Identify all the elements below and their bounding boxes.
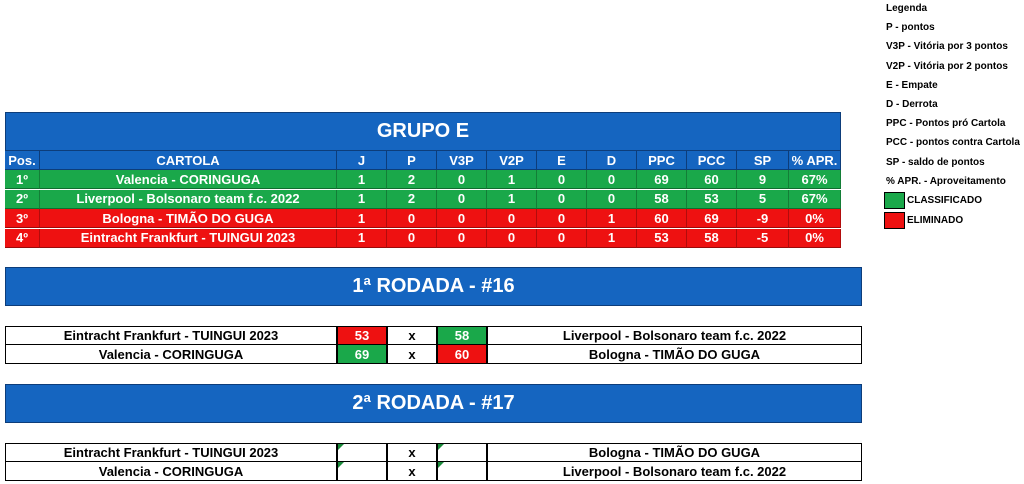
standing-pos: 2º — [5, 190, 40, 209]
header-apr: % APR. — [789, 151, 841, 170]
group-title: GRUPO E — [5, 112, 841, 151]
standing-cartola: Eintracht Frankfurt - TUINGUI 2023 — [40, 229, 337, 248]
standing-pcc: 58 — [687, 229, 737, 248]
standing-j: 1 — [337, 190, 387, 209]
match-separator: x — [387, 326, 437, 345]
legend-item: PCC - pontos contra Cartola — [886, 137, 1020, 148]
legend-title: Legenda — [886, 3, 928, 14]
standing-pos: 1º — [5, 170, 40, 189]
legend-item: E - Empate — [886, 80, 938, 91]
standing-j: 1 — [337, 170, 387, 189]
match-home-score — [337, 443, 387, 462]
header-e: E — [537, 151, 587, 170]
standing-d: 0 — [587, 190, 637, 209]
header-d: D — [587, 151, 637, 170]
header-pos: Pos. — [5, 151, 40, 170]
legend-item: PPC - Pontos pró Cartola — [886, 118, 1006, 129]
match-away-score: 58 — [437, 326, 487, 345]
header-p: P — [387, 151, 437, 170]
standing-apr: 0% — [789, 229, 841, 248]
standing-v2p: 0 — [487, 209, 537, 228]
match-away-score: 60 — [437, 345, 487, 364]
standing-pcc: 69 — [687, 209, 737, 228]
standing-p: 0 — [387, 209, 437, 228]
standing-ppc: 53 — [637, 229, 687, 248]
standing-d: 0 — [587, 170, 637, 189]
standing-apr: 0% — [789, 209, 841, 228]
standing-apr: 67% — [789, 190, 841, 209]
standing-v2p: 1 — [487, 170, 537, 189]
match-away-team: Bologna - TIMÃO DO GUGA — [487, 345, 862, 364]
standing-v2p: 1 — [487, 190, 537, 209]
round-banner: 1ª RODADA - #16 — [5, 267, 862, 306]
standing-p: 2 — [387, 190, 437, 209]
header-sp: SP — [737, 151, 789, 170]
standing-v3p: 0 — [437, 190, 487, 209]
header-ppc: PPC — [637, 151, 687, 170]
match-away-team: Liverpool - Bolsonaro team f.c. 2022 — [487, 462, 862, 481]
standing-pcc: 60 — [687, 170, 737, 189]
header-v2p: V2P — [487, 151, 537, 170]
match-separator: x — [387, 345, 437, 364]
legend-item: D - Derrota — [886, 99, 938, 110]
standing-v2p: 0 — [487, 229, 537, 248]
header-cartola: CARTOLA — [40, 151, 337, 170]
standing-p: 0 — [387, 229, 437, 248]
standing-ppc: 69 — [637, 170, 687, 189]
round-banner: 2ª RODADA - #17 — [5, 384, 862, 423]
standing-apr: 67% — [789, 170, 841, 189]
standing-e: 0 — [537, 209, 587, 228]
match-home-team: Valencia - CORINGUGA — [5, 462, 337, 481]
legend-item: SP - saldo de pontos — [886, 157, 985, 168]
header-j: J — [337, 151, 387, 170]
standing-v3p: 0 — [437, 209, 487, 228]
standing-v3p: 0 — [437, 170, 487, 189]
match-home-score: 69 — [337, 345, 387, 364]
standing-sp: -9 — [737, 209, 789, 228]
standing-d: 1 — [587, 229, 637, 248]
standing-sp: -5 — [737, 229, 789, 248]
match-home-team: Eintracht Frankfurt - TUINGUI 2023 — [5, 443, 337, 462]
standing-e: 0 — [537, 190, 587, 209]
match-separator: x — [387, 443, 437, 462]
legend-item: V3P - Vitória por 3 pontos — [886, 41, 1008, 52]
standing-sp: 5 — [737, 190, 789, 209]
match-home-team: Eintracht Frankfurt - TUINGUI 2023 — [5, 326, 337, 345]
standing-pos: 3º — [5, 209, 40, 228]
legend-eliminated-swatch — [884, 212, 905, 229]
header-v3p: V3P — [437, 151, 487, 170]
legend-classified-swatch — [884, 192, 905, 209]
match-home-team: Valencia - CORINGUGA — [5, 345, 337, 364]
match-separator: x — [387, 462, 437, 481]
standing-d: 1 — [587, 209, 637, 228]
standing-e: 0 — [537, 229, 587, 248]
standing-j: 1 — [337, 209, 387, 228]
legend-item: V2P - Vitória por 2 pontos — [886, 61, 1008, 72]
standing-ppc: 58 — [637, 190, 687, 209]
header-pcc: PCC — [687, 151, 737, 170]
legend-item: % APR. - Aproveitamento — [886, 176, 1006, 187]
match-home-score — [337, 462, 387, 481]
standing-cartola: Valencia - CORINGUGA — [40, 170, 337, 189]
standing-sp: 9 — [737, 170, 789, 189]
legend-classified-label: CLASSIFICADO — [907, 195, 982, 206]
standing-j: 1 — [337, 229, 387, 248]
legend-eliminated-label: ELIMINADO — [907, 215, 964, 226]
standing-p: 2 — [387, 170, 437, 189]
match-away-team: Bologna - TIMÃO DO GUGA — [487, 443, 862, 462]
match-away-score — [437, 443, 487, 462]
standing-pcc: 53 — [687, 190, 737, 209]
standing-cartola: Liverpool - Bolsonaro team f.c. 2022 — [40, 190, 337, 209]
standing-ppc: 60 — [637, 209, 687, 228]
match-away-score — [437, 462, 487, 481]
standing-e: 0 — [537, 170, 587, 189]
standing-v3p: 0 — [437, 229, 487, 248]
standing-cartola: Bologna - TIMÃO DO GUGA — [40, 209, 337, 228]
legend-item: P - pontos — [886, 22, 935, 33]
match-home-score: 53 — [337, 326, 387, 345]
standing-pos: 4º — [5, 229, 40, 248]
match-away-team: Liverpool - Bolsonaro team f.c. 2022 — [487, 326, 862, 345]
